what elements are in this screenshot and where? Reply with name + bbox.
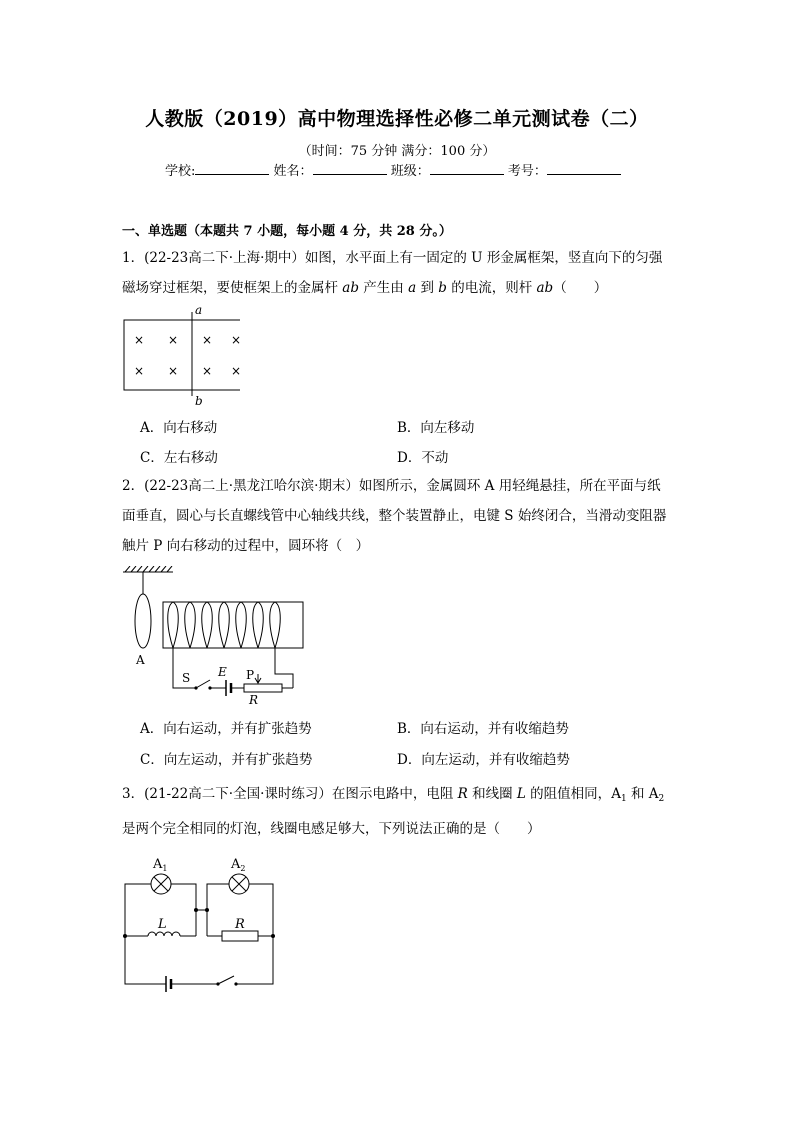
u-frame: [124, 320, 240, 390]
label-ring-a: A: [136, 653, 145, 667]
q1-option-b[interactable]: B．向左移动: [397, 420, 475, 436]
label-rheostat-r: R: [249, 693, 259, 707]
name-blank: [313, 160, 387, 175]
question-3-line-2: 是两个完全相同的灯泡，线圈电感足够大，下列说法正确的是（ ）: [122, 821, 541, 837]
class-label: 班级：: [390, 164, 430, 179]
question-3-figure: [118, 852, 283, 1000]
resistor-r: [222, 931, 258, 941]
rheostat-r: [244, 684, 282, 692]
question-1-line-1: 1．(22-23高二下·上海·期中）如图，水平面上有一固定的 U 形金属框架，竖直向下的匀强: [122, 250, 663, 266]
q2-option-c[interactable]: C．向左运动，并有扩张趋势: [140, 752, 313, 768]
q1-option-a[interactable]: A．向右移动: [140, 420, 218, 436]
svg-text:×: ×: [134, 333, 145, 347]
exam-time-info: （时间：75 分钟 满分：100 分）: [298, 144, 496, 159]
label-slider-p: P: [246, 668, 255, 682]
metal-ring-a: [135, 594, 151, 648]
question-1-figure: [118, 300, 253, 410]
page-title: 人教版（2019）高中物理选择性必修二单元测试卷（二）: [145, 108, 649, 130]
school-label: 学校:: [165, 164, 196, 179]
q2-option-d[interactable]: D．向左运动，并有收缩趋势: [397, 752, 570, 768]
q1-option-d[interactable]: D．不动: [397, 450, 449, 466]
question-3-line-1: 3．(21-22高二下·全国·课时练习）在图示电路中，电阻 R 和线圈 L 的阻值相同，$A_1$ 和 $A_2$: [122, 786, 665, 804]
question-2-line-3: 触片 P 向右移动的过程中，圆环将（ ）: [122, 538, 370, 554]
label-switch-s: S: [182, 671, 191, 685]
question-3-text: [122, 779, 692, 844]
svg-text:×: ×: [168, 333, 179, 347]
label-a: a: [195, 303, 203, 317]
student-info-line: [165, 160, 621, 179]
question-1-line-2: 磁场穿过框架，要使框架上的金属杆 ab 产生由 a 到 b 的电流，则杆 ab（ ）: [122, 280, 608, 296]
switch: [218, 976, 234, 984]
exam-no-blank: [547, 160, 621, 175]
svg-text:×: ×: [202, 364, 213, 378]
label-lamp-a2: $A_2$: [231, 857, 246, 873]
class-blank: [430, 160, 504, 175]
magnetic-field-crosses: [134, 333, 241, 378]
question-1-text: [122, 243, 682, 303]
question-2-text: [122, 471, 682, 561]
name-label: 姓名：: [273, 164, 313, 179]
svg-text:×: ×: [168, 364, 179, 378]
q1-option-c[interactable]: C．左右移动: [140, 450, 218, 466]
label-resistor-r: R: [235, 917, 245, 932]
svg-text:×: ×: [231, 333, 242, 347]
label-lamp-a1: $A_1$: [153, 857, 168, 873]
section-title: 一、单选题（本题共 7 小题，每小题 4 分，共 28 分。）: [122, 224, 452, 239]
inductor-l: [148, 932, 180, 936]
exam-no-label: 考号：: [507, 164, 547, 179]
ceiling-support: [123, 566, 173, 648]
svg-text:×: ×: [134, 364, 145, 378]
question-2-line-1: 2．(22-23高二上·黑龙江哈尔滨·期末）如图所示，金属圆环 A 用轻绳悬挂，所在平面与纸: [122, 478, 661, 494]
q2-option-b[interactable]: B．向右运动，并有收缩趋势: [397, 721, 569, 737]
label-emf-e: E: [218, 665, 227, 679]
svg-text:×: ×: [231, 364, 242, 378]
question-2-line-2: 面垂直，圆心与长直螺线管中心轴线共线，整个装置静止，电键 S 始终闭合，当滑动变阻器: [122, 508, 667, 524]
label-b: b: [195, 394, 203, 408]
question-2-figure: [118, 566, 318, 708]
q2-option-a[interactable]: A．向右运动，并有扩张趋势: [140, 721, 312, 737]
label-inductor-l: L: [158, 917, 167, 932]
school-blank: [195, 160, 269, 175]
svg-text:×: ×: [202, 333, 213, 347]
switch-s: [196, 680, 210, 688]
